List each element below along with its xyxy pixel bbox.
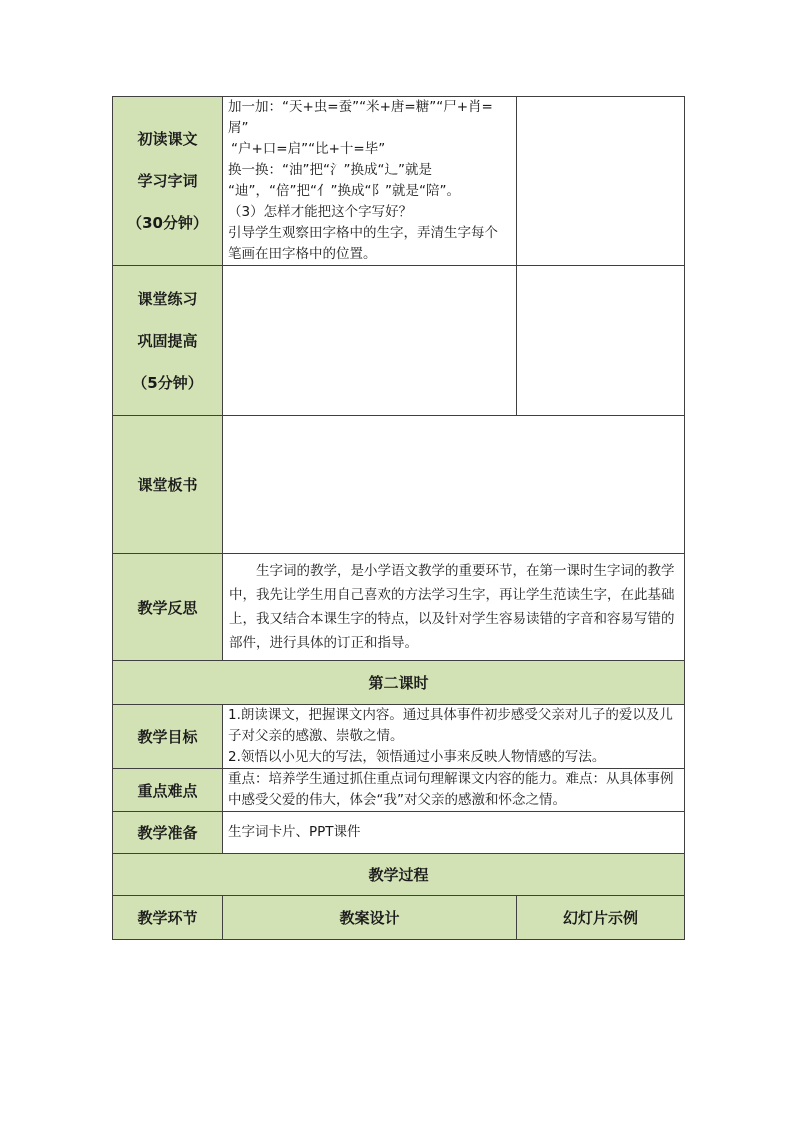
content-line: “迪”，“倍”把“亻”换成“阝”就是“陪”。 — [228, 183, 460, 199]
board-label-text: 课堂板书 — [137, 476, 198, 494]
goals-label: 教学目标 — [113, 705, 223, 769]
content-line: （3）怎样才能把这个字写好？ — [228, 204, 413, 220]
preparation-label: 教学准备 — [113, 812, 223, 854]
label-line: 学习字词 — [137, 172, 198, 190]
key-points-content: 重点：培养学生通过抓住重点词句理解课文内容的能力。难点：从具体事例中感受父爱的伟大，体会“我”对父亲的感激和怀念之情。 — [223, 769, 685, 812]
label-line: 课堂练习 — [137, 289, 198, 308]
board-content — [223, 416, 685, 554]
slide-example-cell — [517, 266, 685, 416]
key-points-label: 重点难点 — [113, 769, 223, 812]
stage-content-practice — [223, 266, 517, 416]
column-header-stage: 教学环节 — [113, 896, 223, 940]
preparation-content: 生字词卡片、PPT课件 — [223, 812, 685, 854]
label-line: 巩固提高 — [137, 331, 198, 350]
content-line: “户+口=启”“比+十=毕” — [231, 141, 386, 157]
stage-label-reading — [113, 97, 223, 266]
label-line: 初读课文 — [137, 130, 198, 148]
goal-line: 2.领悟以小见大的写法，领悟通过小事来反映人物情感的写法。 — [228, 749, 606, 765]
goals-content — [223, 705, 685, 769]
lesson-plan-table-2 — [112, 660, 685, 940]
column-header-design: 教案设计 — [223, 896, 517, 940]
process-title: 教学过程 — [113, 854, 685, 896]
content-line: 引导学生观察田字格中的生字，弄清生字每个 — [228, 225, 498, 241]
slide-example-cell — [517, 97, 685, 266]
lesson-plan-table-1 — [112, 96, 685, 661]
reflection-label-text: 教学反思 — [137, 598, 198, 617]
goal-line: 1.朗读课文，把握课文内容。通过具体事件初步感受父亲对儿子的爱以及儿子对父亲的感激、崇敬之情。 — [228, 707, 673, 744]
reflection-label — [113, 554, 223, 661]
label-line: （30分钟） — [127, 214, 208, 232]
reflection-text: 生字词的教学，是小学语文教学的重要环节，在第一课时生字词的教学中，我先让学生用自己喜欢的方法学习生字，再让学生范读生字，在此基础上，我又结合本课生字的特点，以及针对学生容易读错的字音和容易写错的部件，进行具体的订正和指导。 — [223, 554, 685, 661]
column-header-slides: 幻灯片示例 — [517, 896, 685, 940]
board-label — [113, 416, 223, 554]
lesson-title: 第二课时 — [113, 661, 685, 705]
content-line: 换一换：“油”把“氵”换成“辶”就是 — [228, 162, 432, 178]
label-line: （5分钟） — [132, 373, 203, 392]
stage-label-practice — [113, 266, 223, 416]
content-line: 加一加：“天+虫=蚕”“米+唐=糖”“尸+肖=屑” — [228, 99, 493, 136]
content-line: 笔画在田字格中的位置。 — [228, 246, 377, 262]
stage-content-reading — [223, 97, 517, 266]
